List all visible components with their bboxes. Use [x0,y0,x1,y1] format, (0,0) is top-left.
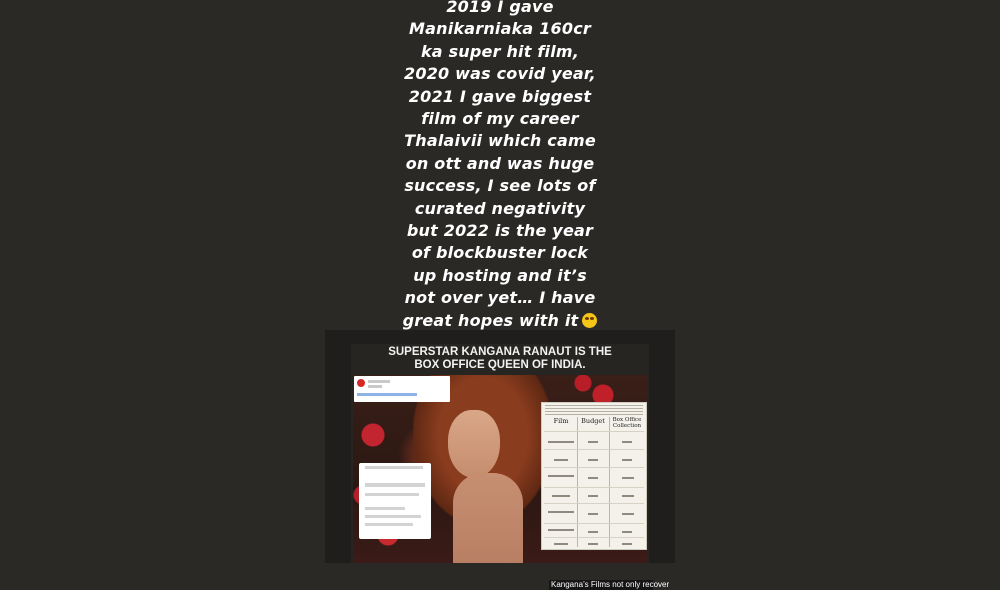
story-line: on ott and was huge [405,153,595,173]
post-image [353,375,670,589]
result-line [365,515,421,518]
table-cell [552,495,570,497]
table-cell [622,543,632,545]
story-line: ka super hit film, [420,41,580,61]
table-row [544,523,644,524]
story-line: but 2022 is the year [406,221,594,241]
post-title-line2: BOX OFFICE QUEEN OF INDIA. [414,359,586,371]
table-cell [548,441,574,443]
table-cell [588,441,598,443]
table-cell [588,495,598,497]
table-header-note [545,405,643,415]
story-line: not over yet… I have [404,288,596,308]
google-search-screenshot [359,463,431,539]
table-cell [622,441,632,443]
search-tabs [365,493,419,496]
search-bar [365,483,425,487]
story-line: film of my career [421,109,579,129]
story-line: of blockbuster lock [411,243,589,263]
result-line [365,523,413,526]
table-cell [554,459,568,461]
table-cell [588,543,598,545]
story-line: Manikarniaka 160cr [409,19,591,39]
table-row [544,537,644,538]
story-line: Thalaivii which came [404,131,596,151]
table-row [544,449,644,450]
table-row [544,503,644,504]
story-line-last: great hopes with it [300,310,700,332]
portrait-face [448,410,500,478]
avatar [357,379,365,387]
table-header-film: Film [553,417,569,425]
story-line: 2019 I gave [446,0,554,16]
box-office-table [541,402,647,550]
image-caption: Kangana’s Films not only recover [551,580,670,589]
tweet-screenshot [354,376,450,402]
tweet-handle-line [368,380,390,383]
table-cell [588,513,598,515]
table-cell [548,511,574,513]
table-cell [588,477,598,479]
table-divider [577,417,578,547]
story-line: curated negativity [414,198,586,218]
portrait-neck [453,473,523,563]
story-line: success, I see lots of [404,176,596,196]
table-cell [588,531,598,533]
table-cell [548,529,574,531]
table-cell [588,459,598,461]
story-line: up hosting and it’s [413,265,587,285]
table-row [544,431,644,432]
table-cell [622,531,632,533]
post-title-line1: SUPERSTAR KANGANA RANAUT IS THE [388,346,612,358]
result-line [365,507,405,510]
story-line: 2020 was covid year, [404,64,596,84]
table-cell [622,477,634,479]
table-cell [554,543,568,545]
table-row [544,487,644,488]
table-cell [622,459,632,461]
table-cell [622,513,634,515]
table-header-budget: Budget [581,417,605,425]
tweet-meta-line [368,385,382,388]
shared-post-embed[interactable] [325,330,675,589]
table-cell [622,495,634,497]
table-divider [609,417,610,547]
post-title [351,346,649,372]
story-text [300,0,700,332]
star-struck-emoji-icon [582,313,597,328]
table-cell [548,475,574,477]
status-bar [365,466,423,469]
table-header-collection: Box Office Collection [612,417,642,429]
tweet-text-line [357,393,417,396]
table-row [544,467,644,468]
post-card [351,344,670,589]
story-line: 2021 I gave biggest [408,86,592,106]
